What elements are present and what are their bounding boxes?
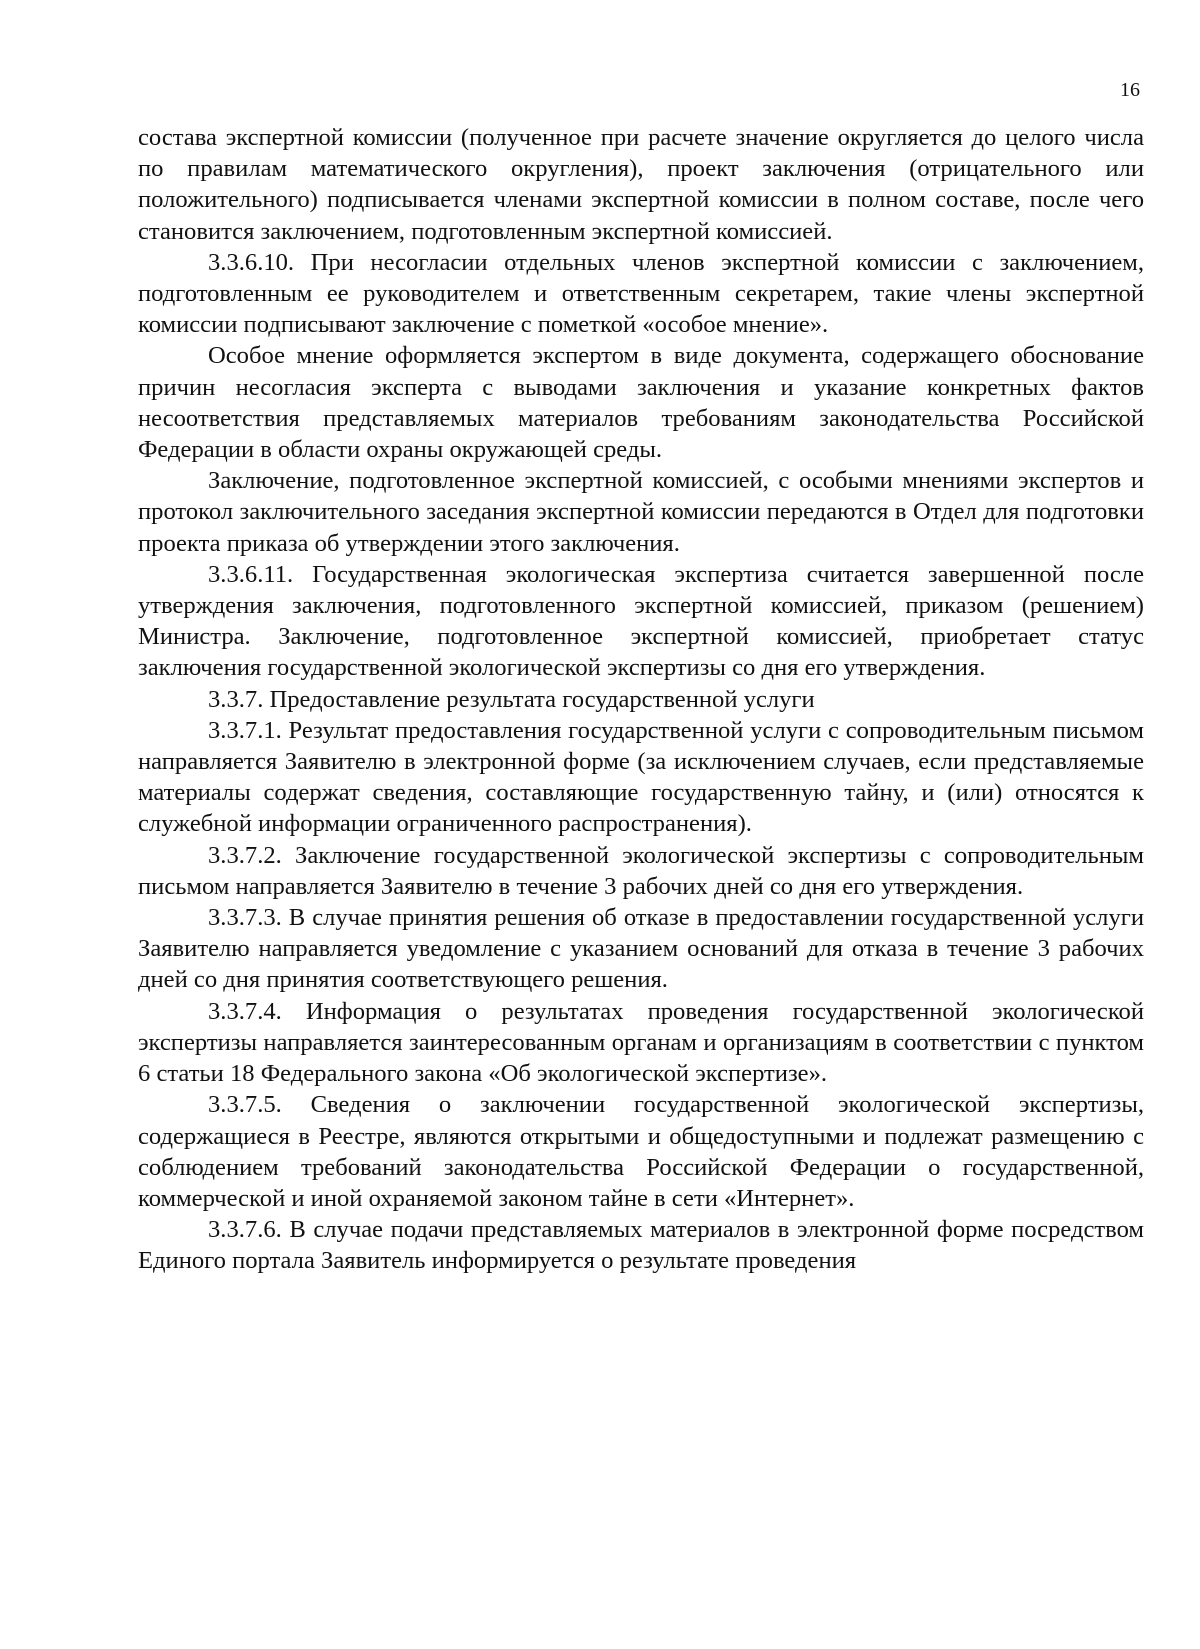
paragraph-3-3-7-6: 3.3.7.6. В случае подачи представляемых материалов в электронной форме посредством Единого портала Заявитель информируется о результате проведения (138, 1216, 1144, 1275)
paragraph-continuation: состава экспертной комиссии (полученное при расчете значение округляется до целого числа по правилам математического округления), проект заключения (отрицательного или положительного) подписывается членами экспертной комиссии в полном составе, после чего становится заключением, подготовленным экспертной комиссией. (138, 124, 1144, 245)
page-number: 16 (1120, 79, 1140, 101)
paragraph-3-3-7-2: 3.3.7.2. Заключение государственной экологической экспертизы с сопроводительным письмом направляется Заявителю в течение 3 рабочих дней со дня его утверждения. (138, 841, 1144, 900)
section-heading-3-3-7: 3.3.7. Предоставление результата государственной услуги (208, 685, 815, 713)
paragraph-3-3-7-1: 3.3.7.1. Результат предоставления государственной услуги с сопроводительным письмом направляется Заявителю в электронной форме (за исключением случаев, если представляемые материалы содержат сведения, составляющие государственную тайну, и (или) относятся к служебной информации ограниченного распространения). (138, 716, 1144, 838)
paragraph-3-3-6-11: 3.3.6.11. Государственная экологическая экспертиза считается завершенной после утверждения заключения, подготовленного экспертной комиссией, приказом (решением) Министра. Заключение, подготовленное экспертной комиссией, приобретает статус заключения государственной экологической экспертизы со дня его утверждения. (138, 560, 1144, 682)
document-body (138, 122, 1144, 1277)
paragraph-3-3-7-4: 3.3.7.4. Информация о результатах проведения государственной экологической экспертизы направляется заинтересованным органам и организациям в соответствии с пунктом 6 статьи 18 Федерального закона «Об экологической экспертизе». (138, 997, 1144, 1088)
paragraph-3-3-6-10: 3.3.6.10. При несогласии отдельных членов экспертной комиссии с заключением, подготовленным ее руководителем и ответственным секретарем, такие члены экспертной комиссии подписывают заключение с пометкой «особое мнение». (138, 248, 1144, 339)
paragraph-3-3-7-3: 3.3.7.3. В случае принятия решения об отказе в предоставлении государственной услуги Заявителю направляется уведомление с указанием оснований для отказа в течение 3 рабочих дней со дня принятия соответствующего решения. (138, 904, 1144, 994)
paragraph-conclusion-transfer: Заключение, подготовленное экспертной комиссией, с особыми мнениями экспертов и протокол заключительного заседания экспертной комиссии передаются в Отдел для подготовки проекта приказа об утверждении этого заключения. (138, 467, 1144, 557)
paragraph-3-3-7-5: 3.3.7.5. Сведения о заключении государственной экологической экспертизы, содержащиеся в Реестре, являются открытыми и общедоступными и подлежат размещению с соблюдением требований законодательства Российской Федерации о государственной, коммерческой и иной охраняемой законом тайне в сети «Интернет». (138, 1091, 1144, 1212)
paragraph-special-opinion: Особое мнение оформляется экспертом в виде документа, содержащего обоснование причин несогласия эксперта с выводами заключения и указание конкретных фактов несоответствия представляемых материалов требованиям законодательства Российской Федерации в области охраны окружающей среды. (138, 342, 1144, 464)
